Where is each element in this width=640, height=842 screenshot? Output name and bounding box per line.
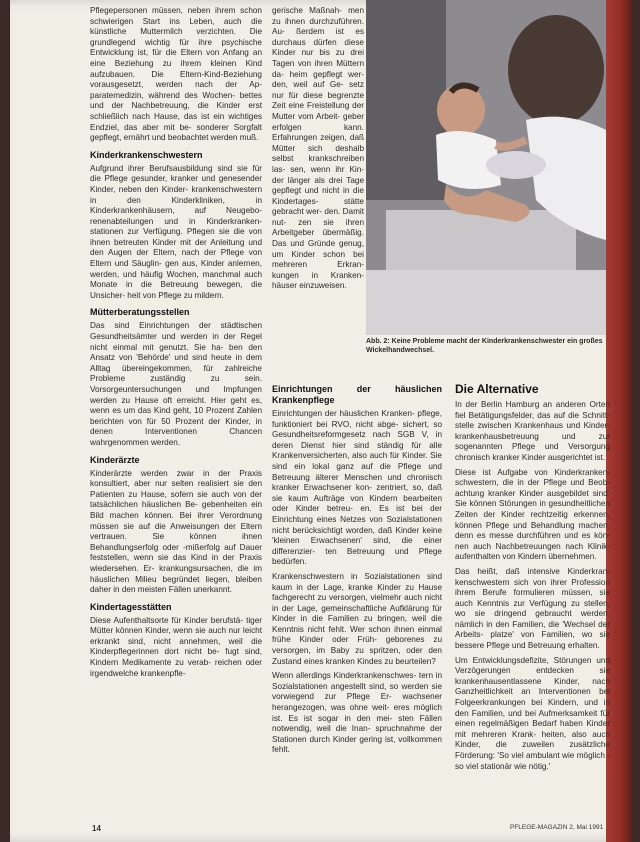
column-4 — [455, 378, 610, 776]
kinderaerzte-paragraph: Kinderärzte werden zwar in der Praxis konsultiert, aber nur selten realisiert sie den Patienten zu Hause, sofern sie auch von der tatsächlichen häuslichen Be- gebenheiten ein Bild machen können. Bei ihrer Verordnung müssen sie auf die Anweisungen der Eltern vertrauen. Sie können ihnen Behandlungserfolg oder -mißerfolg auf Dauer feststellen, wenn sie das Kind in der Praxis wiedersehen. Er- krankungsursachen, die im häuslichen Milieu begründet liegen, bleiben daher in den meisten Fällen unerkannt. — [90, 468, 262, 595]
heading-muetterberatung: Mütterberatungsstellen — [90, 307, 190, 318]
col4-paragraph-1: In der Berlin Hamburg an anderen Orten fiel Betätigungsfelder, das auf die Schnitt- stelle zwischen Krankenhaus und Kinder- krankenhausbetreuung und zur sogenannten Pflege und Versorgung chronisch kranker Kinder ausgerichtet ist. — [455, 400, 610, 462]
photo-caption: Abb. 2: Keine Probleme macht der Kinderkrankenschwester ein großes Wickelhandwechsel. — [366, 338, 603, 354]
col3-paragraph-1: Einrichtungen der häuslichen Kranken- pflege, funktioniert bei RVO, nicht abge- sichert, so Gesundheitsreformgesetz nach SGB V, in deren Dienst hier sind ständig für alle Krankenversicherten, also auch für Kinder. Sie sind ein lokal ganz auf die Pflege und Betreuung älterer Menschen und chronisch kranker Erwachsener kon- zentriert, so, daß sie kaum Aufträge von Kindern bearbeiten oder Kinder betreu- en. Es ist bei der Einrichtung eines Netzes von Sozialstationen nicht berücksichtigt worden, daß Kinder keine 'kleinen Erwachsenen' sind, die einer differenzier- ten Betreuung und Pflege bedürfen. — [272, 409, 442, 567]
changing-mat — [386, 210, 576, 280]
heading-kinderkrankenschwestern: Kinderkrankenschwestern — [90, 149, 203, 160]
heading-haeusliche-krankenpflege: Einrichtungen der häuslichen Krankenpflege — [272, 384, 442, 405]
magazine-footer: PFLEGE-MAGAZIN 2, Mai 1991 — [510, 824, 604, 831]
intro-paragraph: Pflegepersonen müssen, neben ihrem schon schwierigen Start ins Leben, auch die künstliche Muttermilch verzichten. Die grundlegend wichtig für ihre psychische Entwicklung ist, für die Eltern von Anfang an eine Beziehung zu ihrem kleinen Kind aufzubauen. Die Eltern-Kind-Beziehung vorausgesetzt, werden nach der Ap- paratemedizin, während des Wochen- bettes und der Nachbetreuung, die Kinder erst schließlich nach Hause, das ist ein wichtiges Endziel, das aber mit be- sonderer Sorgfalt gepflegt, ernährt und beobachtet werden muß. — [90, 6, 262, 143]
column-3 — [272, 378, 442, 760]
heading-kindertagesstaetten: Kindertagesstätten — [90, 601, 172, 612]
col4-paragraph-4: Um Entwicklungsdefizite, Störungen und Verzögerungen entdecken sie krankenhausentlassene Kinder, nach Ganzheitlichkeit an Interventionen bei Folgeerkrankungen bei Kindern, und in den Familien, und bei Aufmerksamkeit für einen regelmäßigen Bedarf haben Kinder mit mehreren Krank- heiten, also auch Kinder, die zuweilen zusätzliche Förderung: 'So viel ambulant wie möglich - so viel stationär wie nötig.' — [455, 655, 610, 771]
diaper — [486, 151, 546, 179]
column-2-paragraph: gerische Maßnah- men zu ihnen durchzuführen. Au- ßerdem ist es durchaus dürfen diese Kinder nur bis zu drei Tagen von ihren Müttern da- heim gepflegt wer- den, weil auf Ge- setz nur für diese begrenzte Zeit eine Freistellung der Mutter vom Arbeit- geber erfolgen kann. Erfahrungen zeigen, daß Mütter sich deshalb selbst krankschreiben las- sen, wenn ihr Kin- der länger als drei Tage gepflegt und nicht in die Kindertages- stätte gebracht wer- den. Damit nut- zen sie ihren Arbeitgeber übermäßig. Das und Gründe genug, um Kinder schon bei mehreren Erkran- kungen in Kranken- häuser einzuweisen. — [272, 6, 364, 291]
heading-kinderaerzte: Kinderärzte — [90, 454, 140, 465]
col4-paragraph-2: Diese ist Aufgabe von Kinderkranken- schwestern, die in der Pflege und Beob- achtung kranker Kinder ausgebildet sind. Sie können Störungen in gesundheitlichen Zeiten der Kinder rechtzeitig erkennen, können Pflege und Behandlung machen, denn es messe durchführen und es kön- nen auch Nachbetreuungen nach Klinik- aufenthalten von Kindern übernehmen. — [455, 467, 610, 562]
kinderkrankenschwestern-paragraph: Aufgrund ihrer Berufsausbildung sind sie für die Pflege gesunder, kranker und genesender Kinder, neben den Kinder- krankenschwestern in den Kinderkliniken, in Kinderkrankenhäusern, auf Neugebo- renenabteilungen und in Kinderkranken- stationen zur Verfügung. Pflegen sie die von ihnen betreuten Kinder mit der Anleitung und den Augen der Eltern, nach der Pflege von Eltern und Säuglin- gen aus, Kinder anlernen, werden, und häufig Wochen, manchmal auch Monate in die Betreuung bewegen, die Unsicher- heit von Pflege zu mildern. — [90, 163, 262, 300]
nurse-head — [508, 15, 604, 125]
kindertagesstaetten-paragraph: Diese Aufenthaltsorte für Kinder berufstä- tiger Mütter können Kinder, wenn sie auch nur leicht erkrankt sind, nicht annehmen, weil die Kinderpflegerinnen dort nicht be- fugt sind, Kindern Medikamente zu verab- reichen oder irgendwelche krankenpfle- — [90, 615, 262, 678]
child-head — [437, 84, 485, 136]
photo-illustration — [366, 0, 606, 335]
column-1 — [90, 6, 262, 683]
page-number: 14 — [92, 824, 101, 833]
muetterberatung-paragraph: Das sind Einrichtungen der städtischen Gesundheitsämter und werden in der Regel nicht einmal mit genutzt. Sie ha- ben den Ansatz von 'Behörde' und sind heute in dem Alltag übereingekommen, für zahlreiche Probleme zuständig zu sein. Vorsorgeuntersuchungen und Impfungen werden zu Hause oft erreicht. Hier geht es, wenn es um das Kind geht, 10 Prozent Zahlen berichten von für 50 Prozent der Kinder, in denen Interventionen Chancen wahrgenommen werden. — [90, 321, 262, 447]
photo-nurse-with-child — [366, 0, 606, 335]
col3-paragraph-3: Wenn allerdings Kinderkrankenschwes- tern in Sozialstationen angestellt sind, so werden sie vorwiegend zur Pflege Er- wachsener herangezogen, was ohne weit- eres möglich ist. Es ist sogar in den mei- sten Fällen notwendig, weil die Inan- spruchnahme der Stationen durch Kinder gering ist, vollkommen fehlt. — [272, 671, 442, 755]
column-2 — [272, 6, 364, 296]
col3-paragraph-2: Krankenschwestern in Sozialstationen sind kaum in der Lage, kranke Kinder zu Hause fachgerecht zu versorgen, vielmehr auch nicht in der Lage, gemeinschaftliche Aufklärung für Kinder in die Familien zu bringen, weil die Kenntnis nicht fehlt. Wer schon ihnen einmal frühe Kinder oder Früh- geborenes zu versorgen, im Baby zu spritzen, oder den Zustand eines kranken Kindes zu beurteilen? — [272, 571, 442, 666]
col4-paragraph-3: Das heißt, daß intensive Kinderkran- kenschwestern sich von ihrer Profession ihrem Berufe formulieren müssen, sie auch Kenntnis zur Verfügung zu stellen, wo sie dringend gebraucht werden, nämlich in den Familien, die 'Wechsel der Arbeits- platze' von Familien, wo sie bessere Pflege und Betreuung erhalten. — [455, 566, 610, 651]
heading-die-alternative: Die Alternative — [455, 382, 539, 396]
